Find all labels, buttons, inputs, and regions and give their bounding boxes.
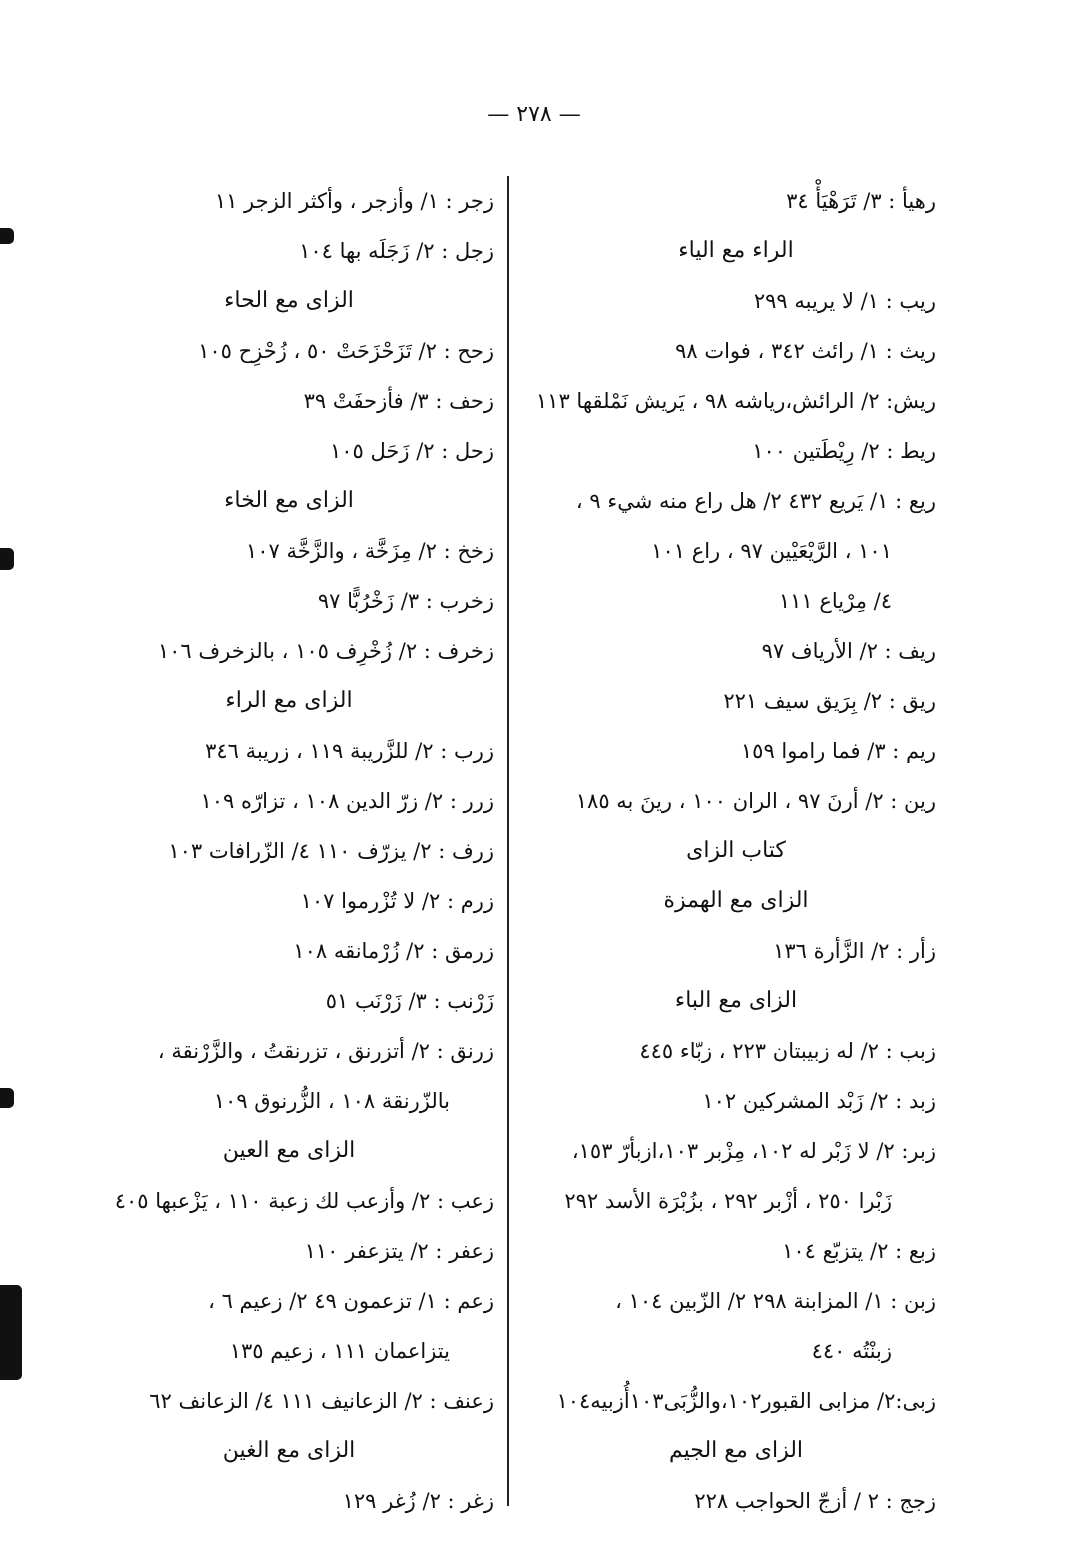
index-entry: زعفر : ٢/ يتزعفر ١١٠	[304, 1239, 494, 1263]
index-entry: زحل : ٢/ زَحَل ١٠٥	[329, 439, 494, 463]
index-entry-continuation: زبنْتُه ٤٤٠	[811, 1339, 892, 1363]
index-entry: ريف : ٢/ الأرياف ٩٧	[761, 639, 936, 663]
section-heading: الزاى مع العين	[222, 1138, 356, 1163]
index-entry: زخرف : ٢/ زُخْرِف ١٠٥ ، بالزخرف ١٠٦	[157, 639, 494, 663]
index-entry: زجج : ٢ / أزجّ الحواجب ٢٢٨	[694, 1489, 936, 1513]
section-heading: الزاى مع الراء	[225, 688, 353, 713]
index-entry: زعب : ٢/ وأزعب لك زعبة ١١٠ ، يَزْعبها ٤٠٥	[114, 1189, 494, 1213]
index-entry: زبد : ٢/ زَبْد المشركين ١٠٢	[702, 1089, 936, 1113]
index-entry: زحف : ٣/ فأزحفَتْ ٣٩	[303, 389, 494, 413]
section-heading: الزاى مع الباء	[674, 988, 798, 1013]
index-entry: زجل : ٢/ زَجَلَه بها ١٠٤	[299, 239, 494, 263]
scan-edge-mark	[0, 1285, 22, 1380]
index-entry: ريث : ١/ رائث ٣٤٢ ، فوات ٩٨	[675, 339, 936, 363]
index-entry: زعنف : ٢/ الزعانيف ١١١ ٤/ الزعانف ٦٢	[149, 1389, 494, 1413]
column-divider	[507, 176, 509, 1506]
index-entry: ريق : ٢/ بِرَيق سيف ٢٢١	[723, 689, 936, 713]
index-entry: ريش: ٢/ الرائش،رياشه ٩٨ ، يَريش نَمْلقها ١١٣	[536, 389, 936, 413]
index-entry-continuation: ٤/ مِرْياع ١١١	[778, 589, 892, 613]
index-entry-continuation: يتزاعمان ١١١ ، زعيم ١٣٥	[229, 1339, 450, 1363]
index-entry: زرم : ٢/ لا تُزْرموا ١٠٧	[300, 889, 494, 913]
index-entry: زرمق : ٢/ زُرْمانقه ١٠٨	[293, 939, 494, 963]
index-entry-continuation: زَبْرا ٢٥٠ ، أزْبر ٢٩٢ ، بزُبْرَة الأسد ٢٩٢	[564, 1189, 892, 1213]
index-entry: زبع : ٢/ يتزبّع ١٠٤	[782, 1239, 936, 1263]
index-entry: ريب : ١/ لا يريبه ٢٩٩	[753, 289, 936, 313]
index-entry: زعم : ١/ تزعمون ٤٩ ٢/ زعيم ٦ ،	[208, 1289, 494, 1313]
index-entry: رهيأ : ٣/ تَرَهْيَأْ ٣٤	[786, 189, 936, 213]
index-entry: ريط : ٢/ رِيْطَتين ١٠٠	[752, 439, 936, 463]
index-entry: زغر : ٢/ زُغر ١٢٩	[342, 1489, 494, 1513]
index-entry: زرنق : ٢/ أتزرنق ، تزرنقتُ ، والزَّرْنقة ،	[157, 1039, 494, 1063]
index-entry: زبى:٢/ مزابى القبور١٠٢،والزُّبَى١٠٣أُزبيه١٠٤	[556, 1389, 936, 1413]
index-entry: ريع : ١/ يَريع ٤٣٢ ٢/ هل راع منه شيء ٩ ،	[575, 489, 936, 513]
index-entry-continuation: ١٠١ ، الرَّيْعَيْين ٩٧ ، راع ١٠١	[651, 539, 892, 563]
index-entry: زَرْنب : ٣/ زَرْنَب ٥١	[325, 989, 494, 1013]
section-heading: الراء مع الياء	[678, 238, 794, 263]
index-entry: ريم : ٣/ فما راموا ١٥٩	[740, 739, 936, 763]
section-heading: الزاى مع الهمزة	[663, 888, 809, 913]
section-heading: الزاى مع الحاء	[224, 288, 354, 313]
index-entry: زرف : ٢/ يزرّف ١١٠ ٤/ الزّرافات ١٠٣	[168, 839, 494, 863]
section-heading: الزاى مع الجيم	[668, 1438, 804, 1463]
page-number: — ٢٧٨ —	[487, 102, 581, 127]
index-entry: زبر: ٢/ لا زَبْر له ١٠٢، مِزْبر ١٠٣،ازبأرّ ١٥٣،	[571, 1139, 936, 1163]
index-entry: زبب : ٢/ له زبيبتان ٢٢٣ ، زبّاء ٤٤٥	[639, 1039, 936, 1063]
index-entry: رين : ٢/ أرنَ ٩٧ ، الران ١٠٠ ، رينَ به ١٨٥	[575, 789, 936, 813]
index-column-left	[84, 176, 494, 1526]
index-entry: زأر : ٢/ الزَّأرة ١٣٦	[773, 939, 936, 963]
index-entry-continuation: بالزّرنقة ١٠٨ ، الزُّرنوق ١٠٩	[213, 1089, 450, 1113]
index-entry: زخرب : ٣/ زَخْرُبًّا ٩٧	[317, 589, 494, 613]
scan-edge-mark	[0, 548, 14, 570]
section-heading: الزاى مع الغين	[222, 1438, 356, 1463]
scan-edge-mark	[0, 1088, 14, 1108]
index-entry: زجر : ١/ وأزجر ، وأكثر الزجر ١١	[214, 189, 494, 213]
book-heading: كتاب الزاى	[686, 838, 786, 863]
index-entry: زحح : ٢/ تَزَحْزَحَتْ ٥٠ ، زُحْزِح ١٠٥	[198, 339, 494, 363]
section-heading: الزاى مع الخاء	[224, 488, 354, 513]
index-entry: زبن : ١/ المزابنة ٢٩٨ ٢/ الزّبين ١٠٤ ،	[615, 1289, 936, 1313]
scan-edge-mark	[0, 228, 14, 244]
index-entry: زرر : ٢/ زرّ الدين ١٠٨ ، تزارّه ١٠٩	[200, 789, 494, 813]
index-entry: زخخ : ٢/ مِزَخَّة ، والزَّخَّة ١٠٧	[245, 539, 494, 563]
index-entry: زرب : ٢/ للزَّريبة ١١٩ ، زريبة ٣٤٦	[205, 739, 494, 763]
index-column-right	[536, 176, 936, 1526]
